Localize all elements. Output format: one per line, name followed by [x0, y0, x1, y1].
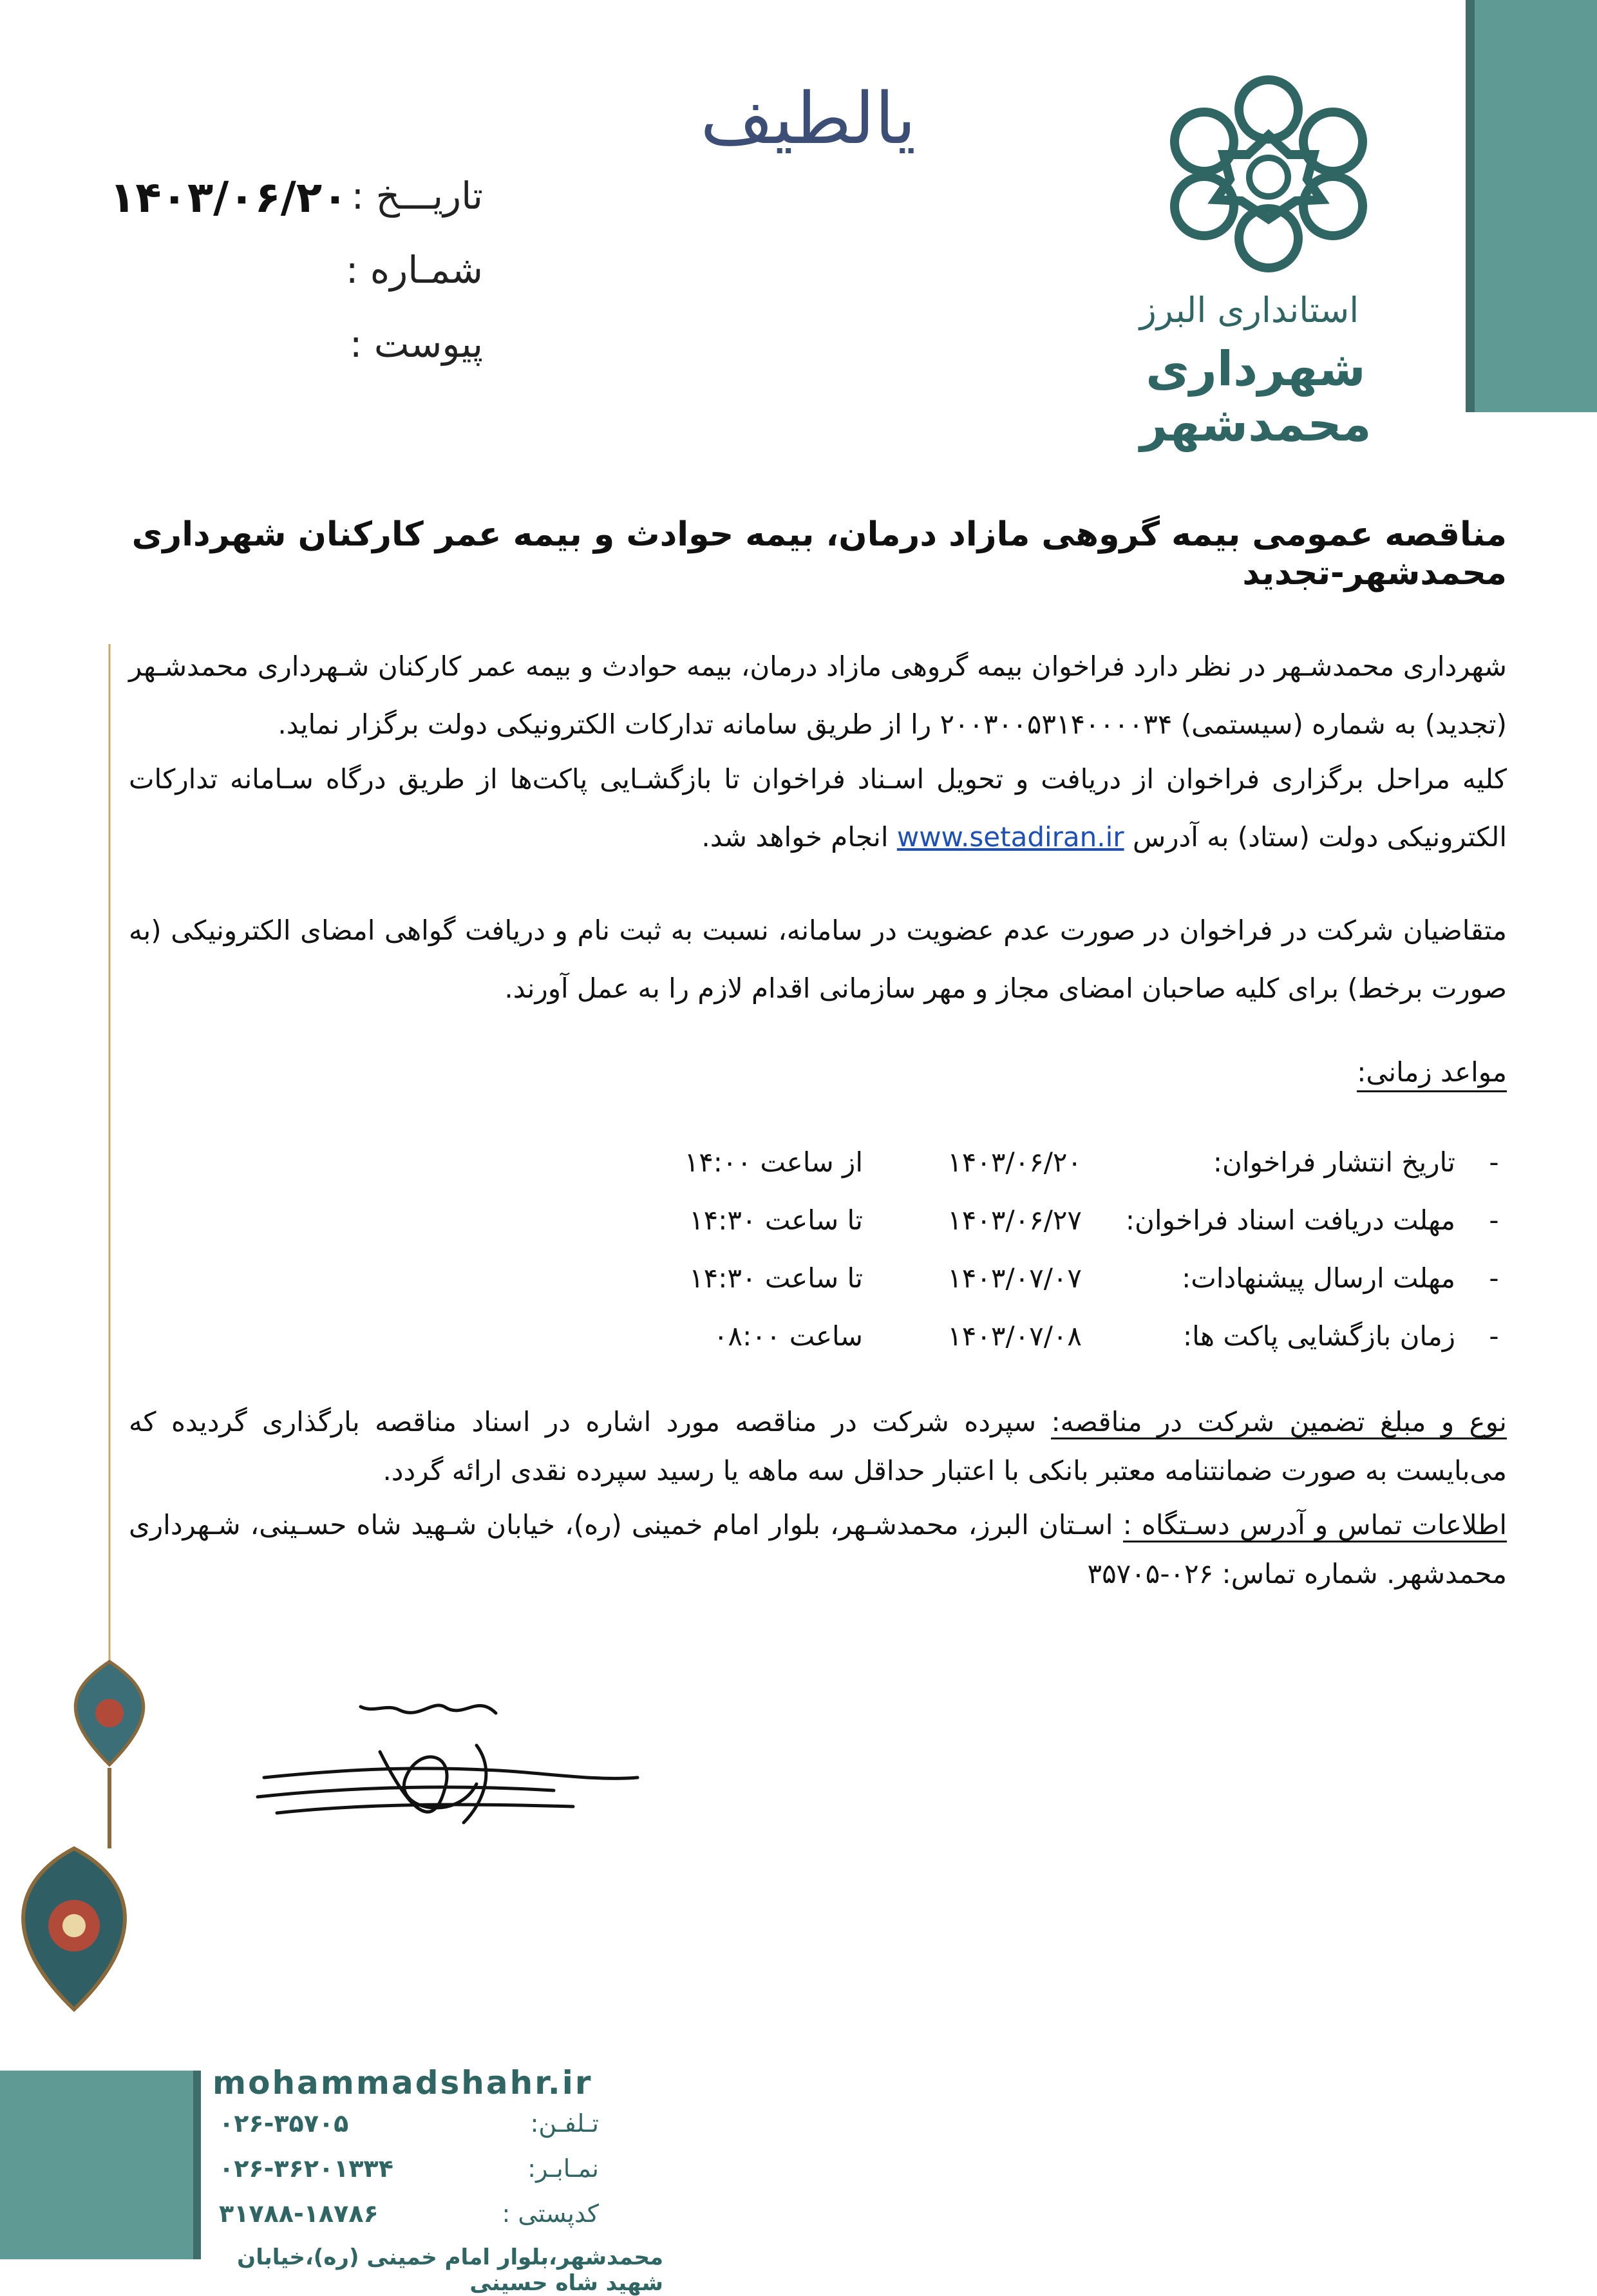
schedule-time: تا ساعت ۱۴:۳۰ [689, 1204, 863, 1236]
schedule-row [554, 1320, 1507, 1372]
org-name-municipality: شهرداری محمدشهر [1140, 341, 1372, 452]
footer-fax-label: نمـابـر: [527, 2154, 599, 2183]
date-value: ۱۴۰۳/۰۶/۲۰ [109, 173, 348, 222]
schedule-heading [1095, 1056, 1507, 1088]
schedule-row [554, 1262, 1507, 1314]
schedule-date: ۱۴۰۳/۰۶/۲۰ [947, 1146, 1082, 1178]
footer-postal-row [213, 2199, 599, 2238]
schedule-bullet: - [1489, 1146, 1499, 1178]
schedule-row [554, 1204, 1507, 1256]
schedule-row [554, 1146, 1507, 1198]
footer-fax-value: ۰۲۶-۳۶۲۰۱۳۳۴ [219, 2154, 393, 2183]
schedule-label: تاریخ انتشار فراخوان: [1213, 1146, 1455, 1178]
footer-phone-row [213, 2109, 599, 2148]
schedule-bullet: - [1489, 1204, 1499, 1236]
schedule-label: زمان بازگشایی پاکت ها: [1182, 1320, 1455, 1352]
footer-brand-bar-edge [193, 2071, 201, 2259]
decorative-ornament [10, 644, 158, 2061]
ornament-icon [10, 644, 158, 2061]
number-label: شمـاره : [345, 248, 483, 292]
municipality-logo-icon [1153, 64, 1384, 283]
schedule-time: تا ساعت ۱۴:۳۰ [689, 1262, 863, 1294]
paragraph-registration: متقاضیان شرکت در فراخوان در صورت عدم عضویت در سامانه، نسبت به ثبت نام و دریافت گواهی امضای الکترونیکی (به صورت برخط) برای کلیه صاحبان امضای مجاز و مهر سازمانی اقدام لازم را به عمل آورند. [129, 915, 1507, 1004]
schedule-bullet: - [1489, 1320, 1499, 1352]
right-brand-bar-edge [1466, 0, 1475, 412]
signature-icon [251, 1675, 650, 1868]
signature-name [252, 1675, 256, 1676]
schedule-date: ۱۴۰۳/۰۷/۰۷ [947, 1262, 1082, 1294]
schedule-date: ۱۴۰۳/۰۷/۰۸ [947, 1320, 1082, 1352]
right-brand-bar [1475, 0, 1597, 412]
schedule-time: از ساعت ۱۴:۰۰ [684, 1146, 863, 1178]
setadiran-link[interactable]: www.setadiran.ir [896, 821, 1124, 853]
schedule-heading-text: مواعد زمانی: [1357, 1056, 1507, 1092]
guarantee-paragraph [129, 1398, 1507, 1495]
footer-website[interactable]: mohammadshahr.ir [213, 2064, 593, 2102]
footer-postal-value: ۳۱۷۸۸-۱۸۷۸۶ [219, 2199, 379, 2228]
contact-paragraph [129, 1501, 1507, 1599]
schedule-time: ساعت ۰۸:۰۰ [713, 1320, 863, 1352]
schedule-date: ۱۴۰۳/۰۶/۲۷ [947, 1204, 1082, 1236]
paragraph-procedure [129, 750, 1507, 866]
schedule-bullet: - [1489, 1262, 1499, 1294]
contact-label: اطلاعات تماس و آدرس دسـتگاه : [1123, 1509, 1507, 1542]
attachment-label: پیوست : [349, 322, 483, 366]
guarantee-label: نوع و مبلغ تضمین شرکت در مناقصه: [1051, 1406, 1507, 1439]
date-label: تاریـــخ : [351, 174, 483, 218]
footer-fax-row [213, 2154, 599, 2193]
document-title: مناقصه عمومی بیمه گروهی مازاد درمان، بیمه حوادث و بیمه عمر کارکنان شهرداری محمدشهر-تجدید [131, 515, 1507, 593]
contact-text: اسـتان البرز، محمدشـهر، بلوار امام خمینی (ره)، خیابان شـهید شاه حسـینی، شـهرداری محمدشهر. شماره تماس: ۰۲۶-۳۵۷۰۵ [129, 1509, 1507, 1589]
footer-brand-bar [0, 2071, 193, 2259]
footer-postal-label: کدپستی : [502, 2199, 599, 2228]
signature [251, 1675, 650, 1868]
footer-phone-value: ۰۲۶-۳۵۷۰۵ [219, 2109, 349, 2138]
footer-address: محمدشهر،بلوار امام خمینی (ره)،خیابان شهید شاه حسینی [237, 2244, 663, 2296]
org-name-province: استانداری البرز [1139, 290, 1359, 330]
footer-phone-label: تـلفـن: [530, 2109, 599, 2138]
schedule-label: مهلت ارسال پیشنهادات: [1182, 1262, 1455, 1294]
paragraph-procedure-end: انجام خواهد شد. [701, 821, 889, 853]
paragraph-announcement: شهرداری محمدشـهر در نظر دارد فراخوان بیمه گروهی مازاد درمان، بیمه حوادث و بیمه عمر کارکنان شـهرداری محمدشـهر (تجدید) به شماره (سیستمی) ۲۰۰۳۰۰۵۳۱۴۰۰۰۰۳۴ را از طریق سامانه تدارکات الکترونیکی دولت برگزار نماید. [129, 650, 1507, 740]
paragraph-procedure-text: کلیه مراحل برگزاری فراخوان از دریافت و تحویل اسـناد فراخوان تا بازگشـایی پاکت‌ها از طریق درگاه سـامانه تدارکات الکترونیکی دولت (ستاد) به آدرس [129, 763, 1507, 853]
guarantee-text: سپرده شرکت در مناقصه مورد اشاره در اسناد مناقصه بارگذاری گردیده که می‌بایست به صورت ضمانتنامه معتبر بانکی با اعتبار حداقل سه ماهه یا رسید سپرده نقدی ارائه گردد. [129, 1406, 1507, 1486]
invocation-heading: یالطیف [700, 77, 916, 160]
schedule-label: مهلت دریافت اسناد فراخوان: [1125, 1204, 1455, 1236]
